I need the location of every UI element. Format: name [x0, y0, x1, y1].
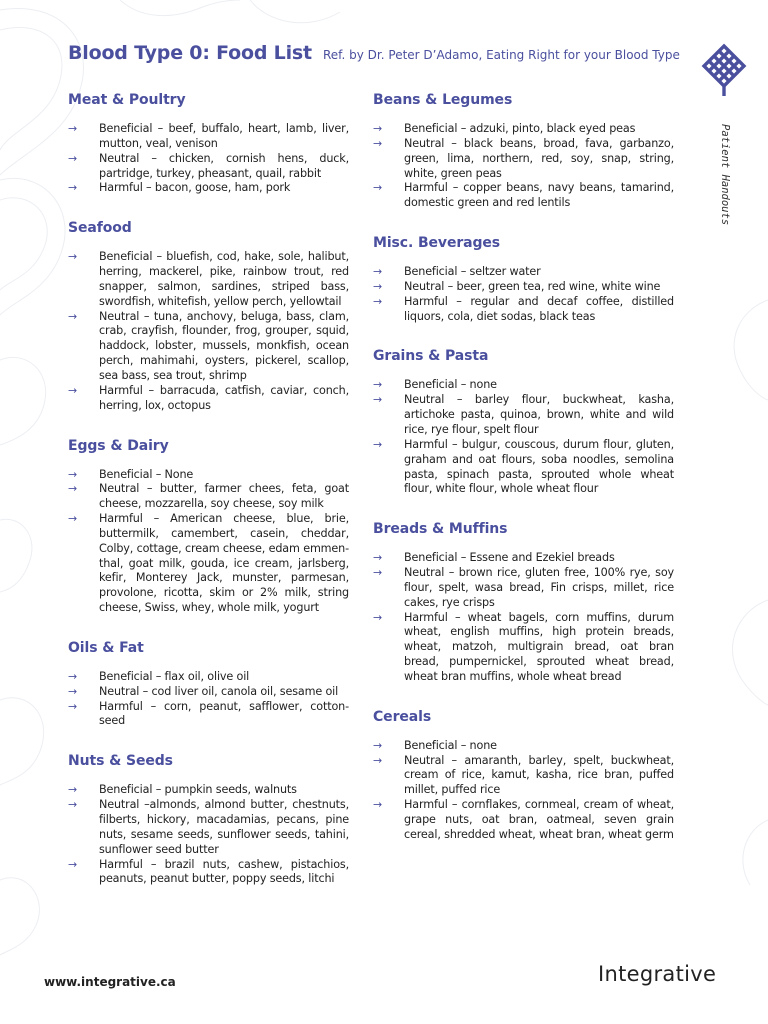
- list-item: [373, 798, 674, 843]
- list-item-text: Harmful – barracuda, catfish, caviar, conch, herring, lox, octopus: [99, 383, 349, 412]
- list-item-text: Neutral – cod liver oil, canola oil, sesame oil: [99, 684, 339, 698]
- side-label-patient-handouts: [718, 124, 732, 234]
- section-heading: Eggs & Dairy: [68, 437, 169, 454]
- section-beans-and-legumes: [373, 90, 674, 211]
- page-subtitle: Ref. by Dr. Peter D’Adamo, Eating Right for your Blood Type: [322, 48, 680, 62]
- section-cereals: [373, 707, 674, 843]
- list-item: [373, 438, 674, 497]
- list-item: [373, 739, 674, 754]
- section-breads-and-muffins: [373, 519, 674, 685]
- section-heading: Cereals: [373, 708, 432, 725]
- list-item: [68, 250, 349, 309]
- food-list: [373, 739, 674, 843]
- list-item-text: Beneficial – pumpkin seeds, walnuts: [99, 783, 297, 797]
- section-heading: Beans & Legumes: [373, 92, 513, 108]
- right-column: [373, 90, 674, 865]
- list-item-text: Harmful – regular and decaf coffee, distilled liquors, cola, diet sodas, black teas: [404, 294, 674, 323]
- list-item-text: Harmful – American cheese, blue, brie, buttermilk, camembert, casein, cheddar, Colby, cottage, cream cheese, edam emmen-thal, goat milk, gouda, ice cream, jarlsberg, kefir, Monterey Jack, munster, parmesan, provolone, ricotta, skim or 2% milk, string cheese, Swiss, whey, whole milk, yogurt: [99, 512, 349, 615]
- list-item-text: Harmful – corn, peanut, safflower, cotton-seed: [99, 699, 349, 728]
- arrow-right-icon: →: [373, 122, 383, 135]
- list-item-text: Neutral – beer, green tea, red wine, white wine: [404, 279, 661, 293]
- arrow-right-icon: →: [373, 279, 383, 293]
- endless-knot-icon: [700, 42, 748, 98]
- food-list: [373, 265, 674, 324]
- food-list: [68, 468, 349, 616]
- list-item-text: Neutral –almonds, almond butter, chestnuts, filberts, hickory, macadamias, pecans, pine nuts, sesame seeds, sunflower seeds, tahini, sunflower seed butter: [99, 798, 349, 856]
- arrow-right-icon: →: [68, 512, 78, 526]
- arrow-right-icon: →: [373, 753, 383, 767]
- list-item: [68, 384, 349, 414]
- list-item-text: Neutral – chicken, cornish hens, duck, partridge, turkey, pheasant, quail, rabbit: [99, 151, 349, 180]
- arrow-right-icon: →: [68, 467, 78, 481]
- section-eggs-and-dairy: [68, 436, 349, 616]
- list-item: [373, 137, 674, 182]
- list-item-text: Beneficial – seltzer water: [404, 265, 541, 279]
- section-heading: Breads & Muffins: [373, 521, 508, 538]
- arrow-right-icon: →: [373, 437, 383, 451]
- list-item-text: Beneficial – none: [404, 378, 497, 392]
- section-seafood: [68, 218, 349, 413]
- arrow-right-icon: →: [68, 684, 78, 698]
- list-item-text: Beneficial – None: [99, 467, 194, 481]
- section-heading: Grains & Pasta: [373, 348, 489, 365]
- list-item: [68, 468, 349, 483]
- arrow-right-icon: →: [373, 265, 383, 279]
- list-item: [373, 551, 674, 566]
- arrow-right-icon: →: [68, 309, 78, 323]
- side-label-text: Patient Handouts: [719, 124, 731, 226]
- food-list: [68, 670, 349, 729]
- list-item: [373, 566, 674, 611]
- header: [68, 42, 688, 64]
- section-heading: Oils & Fat: [68, 639, 144, 656]
- list-item: [373, 122, 674, 137]
- list-item: [68, 798, 349, 857]
- list-item: [373, 181, 674, 211]
- list-item: [68, 482, 349, 512]
- arrow-right-icon: →: [373, 551, 383, 565]
- list-item: [68, 858, 349, 888]
- food-list: [68, 122, 349, 196]
- list-item-text: Neutral – black beans, broad, fava, garbanzo, green, lima, northern, red, soy, snap, string, white, green peas: [404, 136, 674, 180]
- list-item-text: Neutral – barley flour, buckwheat, kasha, artichoke pasta, quinoa, brown, white and wild rice, rye flour, spelt flour: [404, 393, 674, 436]
- section-grains-and-pasta: [373, 346, 674, 497]
- food-list: [68, 783, 349, 887]
- list-item-text: Neutral – brown rice, gluten free, 100% rye, soy flour, spelt, wasa bread, Fin crisps, millet, rice cakes, rye crisps: [404, 566, 674, 609]
- arrow-right-icon: →: [373, 181, 383, 195]
- list-item: [373, 393, 674, 438]
- arrow-right-icon: →: [373, 393, 383, 407]
- list-item-text: Beneficial – adzuki, pinto, black eyed peas: [404, 122, 636, 135]
- section-heading: Nuts & Seeds: [68, 753, 173, 770]
- arrow-right-icon: →: [68, 250, 78, 264]
- arrow-right-icon: →: [68, 699, 78, 713]
- arrow-right-icon: →: [68, 122, 78, 135]
- list-item: [68, 310, 349, 384]
- section-heading: Seafood: [68, 220, 132, 237]
- list-item: [68, 181, 349, 196]
- list-item-text: Harmful – wheat bagels, corn muffins, durum wheat, english muffins, high protein breads, wheat, matzoh, multigrain bread, oat bran bread, pumpernickel, sprouted wheat bread, wheat bran muffins, whole wheat bread: [404, 610, 674, 683]
- page-title: Blood Type 0: Food List: [68, 42, 312, 64]
- list-item: [373, 265, 674, 280]
- section-misc-beverages: [373, 233, 674, 324]
- section-nuts-and-seeds: [68, 751, 349, 887]
- list-item: [373, 611, 674, 685]
- list-item-text: Beneficial – none: [404, 738, 497, 752]
- food-list: [373, 378, 674, 497]
- list-item-text: Harmful – copper beans, navy beans, tamarind, domestic green and red lentils: [404, 181, 674, 210]
- arrow-right-icon: →: [68, 181, 78, 195]
- food-list: [68, 250, 349, 413]
- arrow-right-icon: →: [373, 378, 383, 392]
- list-item: [373, 754, 674, 799]
- list-item: [68, 700, 349, 730]
- footer-brand-logo: Integrative: [598, 962, 717, 986]
- list-item-text: Beneficial – flax oil, olive oil: [99, 669, 250, 683]
- arrow-right-icon: →: [373, 566, 383, 580]
- list-item-text: Neutral – tuna, anchovy, beluga, bass, clam, crab, crayfish, flounder, frog, grouper, squid, haddock, lobster, mussels, monkfish, ocean perch, mahimahi, oysters, pickerel, scallop, sea bass, sea trout, shrimp: [99, 309, 349, 382]
- arrow-right-icon: →: [68, 857, 78, 871]
- list-item-text: Beneficial – bluefish, cod, hake, sole, halibut, herring, mackerel, pike, rainbow trout, red snapper, salmon, sardines, striped bass, swordfish, whitefish, yellow perch, yellowtail: [99, 250, 349, 308]
- list-item: [68, 512, 349, 616]
- list-item-text: Neutral – butter, farmer chees, feta, goat cheese, mozzarella, soy cheese, soy milk: [99, 482, 349, 511]
- list-item: [68, 670, 349, 685]
- arrow-right-icon: →: [373, 798, 383, 812]
- food-list: [373, 122, 674, 211]
- list-item-text: Harmful – bulgur, couscous, durum flour, gluten, graham and oat flours, soba noodles, semolina pasta, spinach pasta, sprouted whole wheat flour, white flour, whole wheat flour: [404, 437, 674, 496]
- list-item: [68, 783, 349, 798]
- list-item-text: Neutral – amaranth, barley, spelt, buckwheat, cream of rice, kamut, kasha, rice bran, puffed millet, puffed rice: [404, 753, 674, 797]
- food-list: [373, 551, 674, 685]
- list-item: [68, 122, 349, 152]
- list-item-text: Harmful – bacon, goose, ham, pork: [99, 181, 291, 195]
- arrow-right-icon: →: [68, 151, 78, 165]
- list-item: [373, 280, 674, 295]
- arrow-right-icon: →: [68, 783, 78, 797]
- arrow-right-icon: →: [68, 383, 78, 397]
- arrow-right-icon: →: [68, 669, 78, 683]
- section-heading: Misc. Beverages: [373, 235, 501, 252]
- section-oils-and-fat: [68, 638, 349, 729]
- list-item: [68, 685, 349, 700]
- arrow-right-icon: →: [373, 610, 383, 624]
- left-column: [68, 90, 349, 909]
- arrow-right-icon: →: [373, 136, 383, 150]
- list-item: [373, 378, 674, 393]
- list-item-text: Harmful – brazil nuts, cashew, pistachios, peanuts, peanut butter, poppy seeds, litchi: [99, 857, 349, 886]
- footer-url-link[interactable]: www.integrative.ca: [44, 975, 176, 989]
- arrow-right-icon: →: [68, 798, 78, 812]
- list-item: [373, 295, 674, 325]
- list-item: [68, 152, 349, 182]
- list-item-text: Harmful – cornflakes, cornmeal, cream of wheat, grape nuts, oat bran, oatmeal, seven grain cereal, shredded wheat, wheat bran, wheat germ: [404, 798, 674, 841]
- arrow-right-icon: →: [373, 738, 383, 752]
- list-item-text: Beneficial – beef, buffalo, heart, lamb, liver, mutton, veal, venison: [99, 122, 349, 150]
- arrow-right-icon: →: [68, 482, 78, 496]
- list-item-text: Beneficial – Essene and Ezekiel breads: [404, 551, 615, 565]
- section-heading: Meat & Poultry: [68, 92, 186, 108]
- section-meat-and-poultry: [68, 90, 349, 196]
- arrow-right-icon: →: [373, 294, 383, 308]
